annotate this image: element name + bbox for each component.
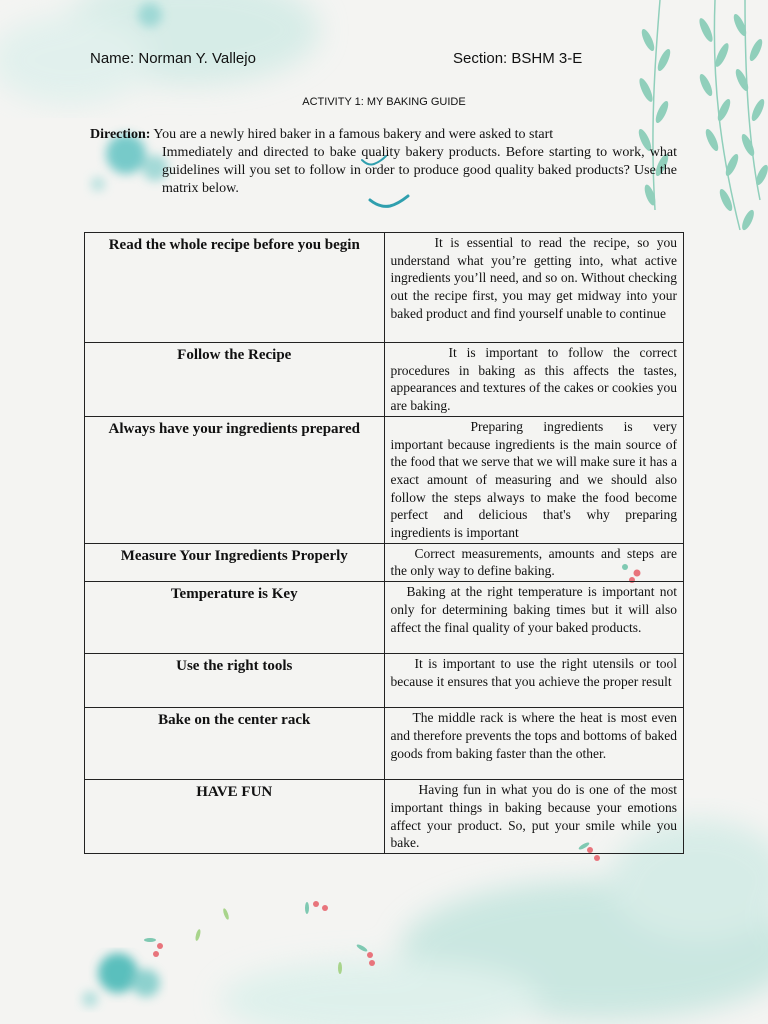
student-name xyxy=(90,50,256,67)
guideline-cell: Use the right tools xyxy=(85,654,385,708)
explanation-text: It is important to use the right utensils or tool because it ensures that you achieve the proper result xyxy=(390,656,677,689)
guideline-cell: Measure Your Ingredients Properly xyxy=(85,543,385,581)
explanation-cell xyxy=(384,780,684,854)
explanation-cell xyxy=(384,543,684,581)
table-row xyxy=(85,708,684,780)
guideline-cell: Read the whole recipe before you begin xyxy=(85,233,385,343)
explanation-cell xyxy=(384,416,684,543)
student-section xyxy=(453,50,582,67)
name-value: Norman Y. Vallejo xyxy=(138,50,256,67)
direction-label: Direction: xyxy=(90,127,151,142)
section-label: Section: xyxy=(453,50,508,67)
name-label: Name: xyxy=(90,50,135,67)
explanation-text: Preparing ingredients is very important because ingredients is the main source of the food that we serve that we will make sure it has a exact amount of measuring and we should also follow the steps always to make the food become perfect and delicious that's why preparing ingredients is important xyxy=(390,418,677,541)
explanation-text: It is essential to read the recipe, so you understand what you’re getting into, what active ingredients you’ll need, and so on. Without checking out the recipe first, you may get midway into your baked product and find yourself unable to continue xyxy=(390,235,677,321)
explanation-cell xyxy=(384,708,684,780)
explanation-text: Baking at the right temperature is important not only for determining baking times but it will also affect the final quality of your baked products. xyxy=(390,584,677,635)
guideline-cell: Follow the Recipe xyxy=(85,343,385,417)
section-value: BSHM 3-E xyxy=(511,50,583,67)
table-row xyxy=(85,780,684,854)
explanation-cell xyxy=(384,582,684,654)
table-row xyxy=(85,233,684,343)
baking-guide-matrix xyxy=(84,232,684,854)
table-row xyxy=(85,343,684,417)
guideline-cell: Always have your ingredients prepared xyxy=(85,416,385,543)
guideline-cell: Bake on the center rack xyxy=(85,708,385,780)
direction-lead xyxy=(90,126,677,144)
explanation-text: Correct measurements, amounts and steps are the only way to define baking. xyxy=(390,545,677,579)
direction-first-line: You are a newly hired baker in a famous bakery and were asked to start xyxy=(153,127,554,142)
explanation-cell xyxy=(384,654,684,708)
explanation-text: It is important to follow the correct procedures in baking as this affects the tastes, appearances and textures of the cakes or cookies you are baking. xyxy=(390,345,677,414)
table-row xyxy=(85,416,684,543)
activity-title: ACTIVITY 1: MY BAKING GUIDE xyxy=(302,96,466,108)
explanation-cell xyxy=(384,343,684,417)
explanation-text: The middle rack is where the heat is most even and therefore prevents the tops and bottoms of baked goods from baking faster than the other. xyxy=(390,710,677,761)
guideline-cell: Temperature is Key xyxy=(85,582,385,654)
direction-rest: Immediately and directed to bake quality bakery products. Before starting to work, what guidelines will you set to follow in order to produce good quality baked products? Use the matrix below. xyxy=(162,145,677,196)
explanation-text: Having fun in what you do is one of the most important things in baking because your emotions affect your product. So, put your smile while you bake. xyxy=(390,782,677,851)
table-row xyxy=(85,582,684,654)
guideline-cell: HAVE FUN xyxy=(85,780,385,854)
direction-paragraph xyxy=(90,126,677,198)
explanation-cell xyxy=(384,233,684,343)
table-row xyxy=(85,654,684,708)
table-row xyxy=(85,543,684,581)
